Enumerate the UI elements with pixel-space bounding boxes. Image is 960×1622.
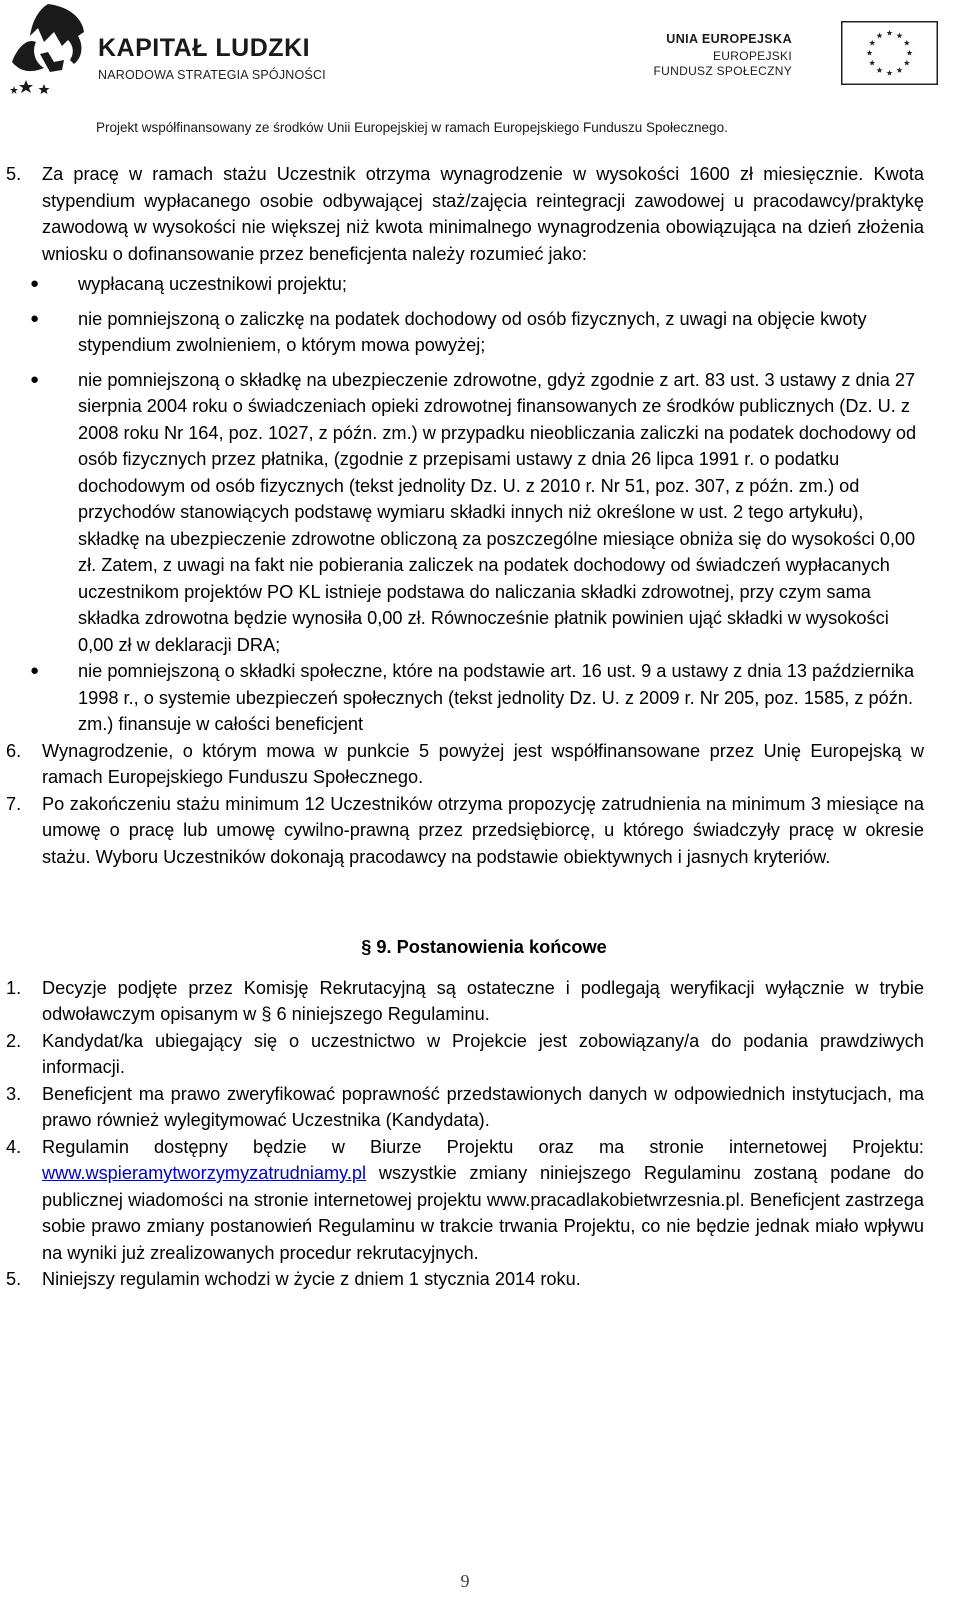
final-item-number: 1.: [6, 977, 22, 998]
paragraph-text: Po zakończeniu stażu minimum 12 Uczestników otrzyma propozycję zatrudnienia na minimum 3 miesiące na umowę o pracę lub umowę cywilno-prawną przez przedsiębiorcę, u którego świadczyły pracę w okresie stażu. Wyboru Uczestników dokonają pracodawcy na podstawie obiektywnych i jasnych kryteriów.: [42, 793, 924, 867]
bullet-item: [6, 306, 924, 359]
paragraph-text: Wynagrodzenie, o którym mowa w punkcie 5 powyżej jest współfinansowane przez Unię Europejską w ramach Europejskiego Funduszu Społecznego.: [42, 740, 924, 787]
paragraph-number: 6.: [6, 740, 22, 761]
final-item-text: Niniejszy regulamin wchodzi w życie z dniem 1 stycznia 2014 roku.: [42, 1269, 581, 1289]
eu-text-block: [654, 32, 792, 78]
page-header: [0, 0, 960, 145]
kapital-ludzki-title: KAPITAŁ LUDZKI: [98, 34, 311, 62]
project-website-link[interactable]: www.wspieramytworzymyzatrudniamy.pl: [42, 1163, 367, 1183]
bullet-item: [6, 271, 924, 298]
page-number: 9: [460, 1571, 470, 1591]
final-item-number: 5.: [6, 1269, 22, 1289]
final-item: [6, 1134, 924, 1267]
final-item-number: 2.: [6, 1030, 22, 1051]
cofinancing-note: Projekt współfinansowany ze środków Unii Europejskiej w ramach Europejskiego Funduszu Społecznego.: [96, 120, 728, 135]
final-item: [6, 1266, 924, 1293]
bullet-text: nie pomniejszoną o składkę na ubezpieczenie zdrowotne, gdyż zgodnie z art. 83 ust. 3 ustawy z dnia 27 sierpnia 2004 roku o świadczeniach opieki zdrowotnej finansowanych ze środków publicznych (Dz. U. z 2008 roku Nr 164, poz. 1027, z późn. zm.) w przypadku nieobliczania zaliczki na podatek dochodowy od osób fizycznych przez płatnika, (zgodnie z przepisami ustawy z dnia 26 lipca 1991 r. o podatku dochodowym od osób fizycznych (tekst jednolity Dz. U. z 2010 r. Nr 51, poz. 307, z późn. zm.) od przychodów stanowiących podstawę wymiaru składki innych niż określone w ust. 2 tego artykułu), składkę na ubezpieczenie zdrowotne obliczoną za poszczególne miesiące obniża się do wysokości 0,00 zł. Zatem, z uwagi na fakt nie pobierania zaliczek na podatek dochodowy od świadczeń wypłacanych uczestnikom projektów PO KL istnieje podstawa do naliczania składki zdrowotnej, przy czym sama składka zdrowotna będzie wynosiła 0,00 zł. Równocześnie płatnik powinien ująć składki w wysokości 0,00 zł w deklaracji DRA;: [78, 369, 917, 655]
eu-line-3: FUNDUSZ SPOŁECZNY: [653, 64, 792, 78]
final-item: [6, 1081, 924, 1134]
paragraph-text: Za pracę w ramach stażu Uczestnik otrzyma wynagrodzenie w wysokości 1600 zł miesięcznie. Kwota stypendium wypłacanego osobie odbywającej staż/zajęcia reintegracji zawodowej u pracodawcy/praktykę zawodową w wysokości nie większej niż kwota minimalnego wynagrodzenia obowiązująca na dzień złożenia wniosku o dofinansowanie przez beneficjenta należy rozumieć jako:: [42, 164, 924, 264]
bullet-text: nie pomniejszoną o zaliczkę na podatek dochodowy od osób fizycznych, z uwagi na objęcie kwoty stypendium zwolnieniem, o którym mowa powyżej;: [78, 308, 867, 355]
final-item-text: Beneficjent ma prawo zweryfikować poprawność przedstawionych danych w odpowiednich instytucjach, ma prawo również wylegitymować Uczestnika (Kandydata).: [42, 1083, 924, 1130]
kapital-ludzki-logo: [4, 2, 96, 98]
bullet-text: nie pomniejszoną o składki społeczne, które na podstawie art. 16 ust. 9 a ustawy z dnia 13 października 1998 r., o systemie ubezpieczeń społecznych (tekst jednolity Dz. U. z 2009 r. Nr 205, poz. 1585, z późn. zm.) finansuje w całości beneficjent: [78, 661, 915, 734]
paragraph-6: [6, 738, 924, 791]
eu-line-1: UNIA EUROPEJSKA: [666, 32, 792, 46]
section-title: § 9. Postanowienia końcowe: [361, 937, 607, 957]
bullet-item: [6, 658, 924, 738]
paragraph-number: 5.: [6, 164, 22, 184]
final-item: [6, 975, 924, 1028]
eu-flag-icon: [841, 21, 938, 85]
paragraph-number: 7.: [6, 793, 22, 814]
bullet-icon: ●: [30, 309, 40, 327]
paragraph-7: [6, 791, 924, 871]
kapital-ludzki-subtitle: NARODOWA STRATEGIA SPÓJNOŚCI: [98, 68, 326, 82]
bullet-text: wypłacaną uczestnikowi projektu;: [78, 274, 347, 294]
document-body: [6, 161, 924, 1293]
final-item-text: Decyzje podjęte przez Komisję Rekrutacyjną są ostateczne i podlegają weryfikacji wyłącznie w trybie odwoławczym opisanym w § 6 niniejszego Regulaminu.: [42, 977, 924, 1024]
final-item-text-before: Regulamin dostępny będzie w Biurze Projektu oraz ma stronie internetowej Projektu:: [42, 1136, 924, 1157]
final-item: [6, 1028, 924, 1081]
bullet-icon: ●: [30, 370, 40, 388]
bullet-icon: ●: [30, 275, 40, 292]
eu-line-2: EUROPEJSKI: [712, 49, 792, 63]
paragraph-5: [6, 161, 924, 267]
final-item-number: 4.: [6, 1136, 22, 1157]
final-item-number: 3.: [6, 1083, 22, 1104]
final-item-text: Kandydat/ka ubiegający się o uczestnictwo w Projekcie jest zobowiązany/a do podania prawdziwych informacji.: [42, 1030, 924, 1077]
bullet-item: [6, 367, 924, 659]
bullet-icon: ●: [30, 662, 40, 679]
final-item-text-after: wszystkie zmiany niniejszego Regulaminu zostaną podane do publicznej wiadomości na stronie internetowej projektu www.pracadlakobietwrzesnia.pl. Beneficjent zastrzega sobie prawo zmiany postanowień Regulaminu w trakcie trwania Projektu, co nie będzie jednak miało wpływu na wyniki już zrealizowanych procedur rekrutacyjnych.: [42, 1163, 924, 1263]
